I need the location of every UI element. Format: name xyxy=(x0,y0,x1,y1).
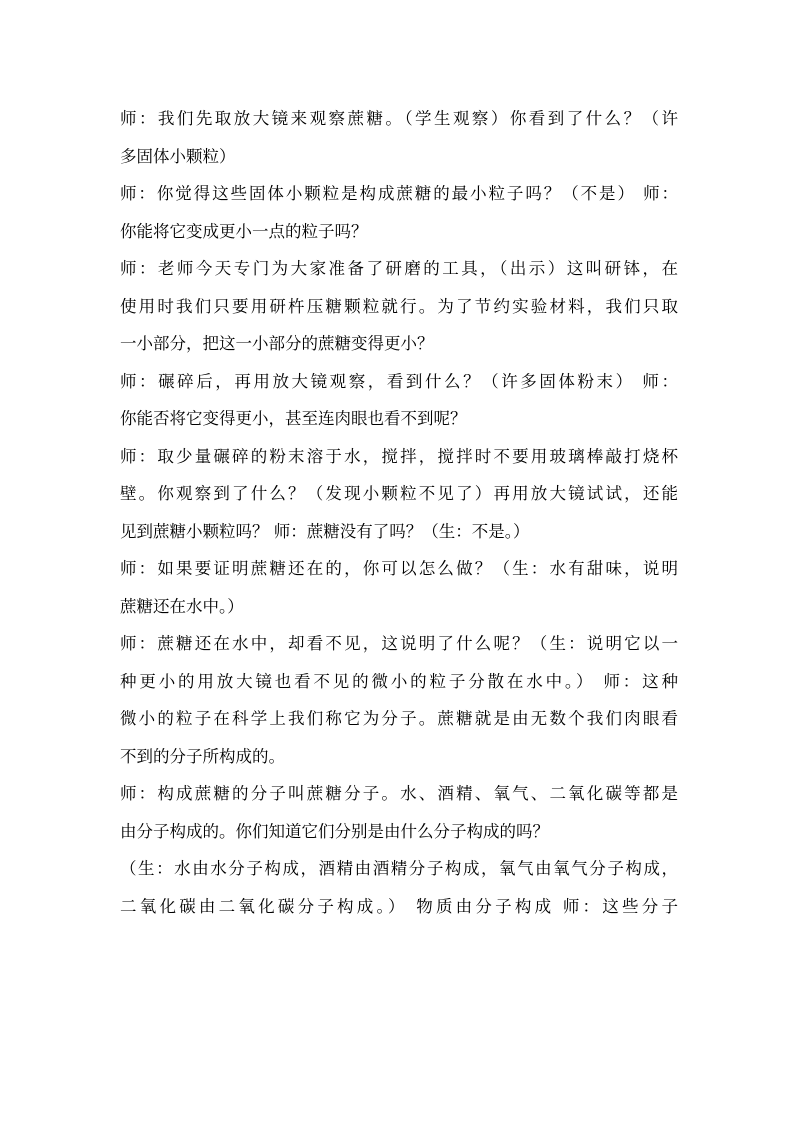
text-line: 壁。你观察到了什么？（发现小颗粒不见了）再用放大镜试试，还能 xyxy=(120,484,678,503)
text-line: 微小的粒子在科学上我们称它为分子。蔗糖就是由无数个我们肉眼看 xyxy=(120,709,678,728)
text-line: 种更小的用放大镜也看不见的微小的粒子分散在水中。） 师：这种 xyxy=(120,671,678,691)
text-line: 师：老师今天专门为大家准备了研磨的工具，（出示）这叫研钵，在 xyxy=(120,259,678,278)
text-line: 二氧化碳由二氧化碳分子构成。） 物质由分子构成 师：这些分子 xyxy=(120,896,678,916)
lesson-transcript xyxy=(120,100,678,925)
text-line: 见到蔗糖小颗粒吗？ 师：蔗糖没有了吗？（生：不是。） xyxy=(120,521,530,541)
text-line: 师：碾碎后，再用放大镜观察，看到什么？（许多固体粉末） 师： xyxy=(120,371,678,391)
text-line: 师：构成蔗糖的分子叫蔗糖分子。水、酒精、氧气、二氧化碳等都是 xyxy=(120,784,678,803)
text-line: 不到的分子所构成的。 xyxy=(120,746,285,766)
text-line: 师：如果要证明蔗糖还在的，你可以怎么做？（生：水有甜味，说明 xyxy=(120,559,678,578)
text-line: 你能将它变成更小一点的粒子吗？ xyxy=(120,221,368,241)
text-line: 师：蔗糖还在水中，却看不见，这说明了什么呢？（生：说明它以一 xyxy=(120,634,678,653)
text-line: 你能否将它变得更小，甚至连肉眼也看不到呢？ xyxy=(120,409,467,428)
text-line: 师：我们先取放大镜来观察蔗糖。（学生观察）你看到了什么？（许 xyxy=(120,109,678,128)
text-line: 一小部分，把这一小部分的蔗糖变得更小？ xyxy=(120,334,434,353)
text-line: 蔗糖还在水中。） xyxy=(120,596,244,616)
text-line: （生：水由水分子构成，酒精由酒精分子构成，氧气由氧气分子构成， xyxy=(120,859,678,878)
text-line: 师：你觉得这些固体小颗粒是构成蔗糖的最小粒子吗？（不是） 师： xyxy=(120,184,678,203)
text-line: 师：取少量碾碎的粉末溶于水，搅拌，搅拌时不要用玻璃棒敲打烧杯 xyxy=(120,446,678,466)
text-line: 多固体小颗粒） xyxy=(120,146,236,166)
text-line: 使用时我们只要用研杵压糖颗粒就行。为了节约实验材料，我们只取 xyxy=(120,296,678,316)
text-line: 由分子构成的。你们知道它们分别是由什么分子构成的吗？ xyxy=(120,821,549,841)
